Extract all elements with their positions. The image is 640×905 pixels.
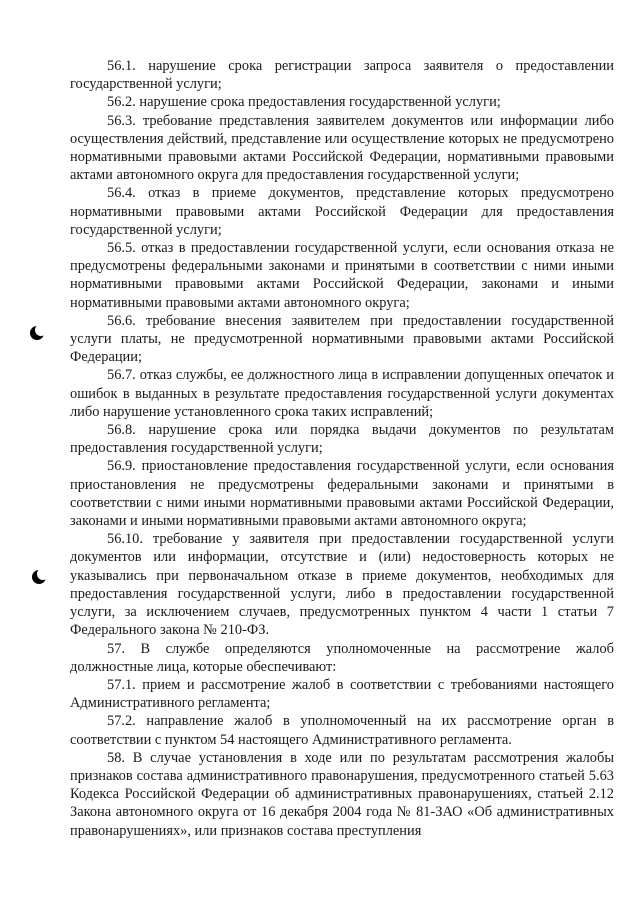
document-body	[70, 57, 614, 840]
paragraph-56-7: 56.7. отказ службы, ее должностного лица в исправлении допущенных опечаток и ошибок в выданных в результате предоставления государственной услуги документах либо нарушение установленного срока таких исправлений;	[70, 367, 614, 420]
paragraph-56-8: 56.8. нарушение срока или порядка выдачи документов по результатам предоставления государственной услуги;	[70, 422, 614, 457]
paragraph-56-10: 56.10. требование у заявителя при предоставлении государственной услуги документов или информации, отсутствие и (или) недостоверность которых не указывались при первоначальном отказе в приеме документов, необходимых для предоставления государственной услуги, либо в предоставлении государственной услуги, за исключением случаев, предусмотренных пунктом 4 части 1 статьи 7 Федерального закона № 210-ФЗ.	[70, 531, 614, 639]
paragraph-57: 57. В службе определяются уполномоченные на рассмотрение жалоб должностные лица, которые обеспечивают:	[70, 640, 614, 675]
paragraph-57-2: 57.2. направление жалоб в уполномоченный на их рассмотрение орган в соответствии с пунктом 54 настоящего Административного регламента.	[70, 713, 614, 748]
paragraph-56-4: 56.4. отказ в приеме документов, представление которых предусмотрено нормативными правовыми актами Российской Федерации для предоставления государственной услуги;	[70, 185, 614, 238]
punch-hole-mark	[30, 326, 44, 340]
paragraph-56-3: 56.3. требование представления заявителем документов или информации либо осуществления действий, представление или осуществление которых не предусмотрено нормативными правовыми актами Российской Федерации, нормативными правовыми актами автономного округа для предоставления государственной услуги;	[70, 112, 614, 184]
paragraph-56-9: 56.9. приостановление предоставления государственной услуги, если основания приостановления не предусмотрены федеральными законами и принятыми в соответствии с ними иными нормативными правовыми актами Российской Федерации, законами и иными нормативными правовыми актами автономного округа;	[70, 458, 614, 530]
paragraph-56-2: 56.2. нарушение срока предоставления государственной услуги;	[107, 94, 501, 111]
paragraph-56-1: 56.1. нарушение срока регистрации запроса заявителя о предоставлении государственной услуги;	[70, 58, 614, 93]
paragraph-57-1: 57.1. прием и рассмотрение жалоб в соответствии с требованиями настоящего Административного регламента;	[70, 676, 614, 712]
paragraph-56-6: 56.6. требование внесения заявителем при предоставлении государственной услуги платы, не предусмотренной нормативными правовыми актами Российской Федерации;	[70, 312, 614, 366]
punch-hole-mark	[32, 570, 46, 584]
paragraph-58: 58. В случае установления в ходе или по результатам рассмотрения жалобы признаков состава административного правонарушения, предусмотренного статьей 5.63 Кодекса Российской Федерации об административных правонарушениях, статьей 2.12 Закона автономного округа от 16 декабря 2004 года № 81-ЗАО «Об административных правонарушениях», или признаков состава преступления	[70, 749, 614, 839]
paragraph-56-5: 56.5. отказ в предоставлении государственной услуги, если основания отказа не предусмотрены федеральными законами и принятыми в соответствии с ними иными нормативными правовыми актами Российской Федерации, законами и иными нормативными правовыми актами автономного округа;	[70, 240, 614, 311]
